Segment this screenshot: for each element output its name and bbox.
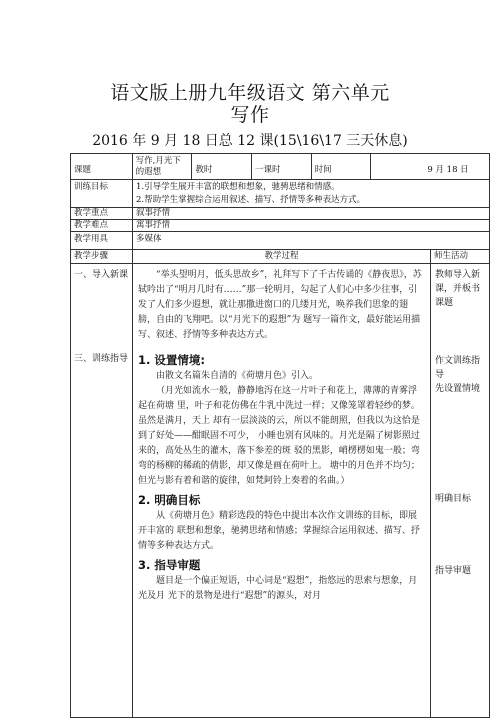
topic-value: 写作,月光下的遐想 xyxy=(133,154,193,179)
column-header-row xyxy=(71,250,489,264)
date-value: 9 月 18 日 xyxy=(427,165,469,175)
activity-goal: 明确目标 xyxy=(435,494,472,504)
header-row xyxy=(71,154,489,180)
difficulty-value: 寓事抒情 xyxy=(136,220,171,230)
process-column xyxy=(133,264,431,717)
activity-header: 师生活动 xyxy=(434,251,469,261)
activity-topic: 指导审题 xyxy=(435,566,472,576)
key-point-value: 叙事抒情 xyxy=(136,208,171,218)
date-line: 2016 年 9 月 18 日总 12 课(15\16\17 三天休息) xyxy=(92,133,408,149)
tools-row xyxy=(71,232,489,250)
date-label: 时间 xyxy=(312,154,372,179)
process-header: 教学过程 xyxy=(133,250,431,263)
activity-intro: 教师导入新课，并板书课题 xyxy=(435,270,481,308)
time-value: 一课时 xyxy=(252,154,312,179)
key-point-row xyxy=(71,208,489,220)
lesson-plan-table xyxy=(70,153,490,718)
intro-paragraph: “举头望明月，低头思故乡”，礼拜写下了千古传诵的《静夜思》，苏轼吟出了“明月几时有……”那一轮明月，勾起了人们心中多少往事，引发了人们多少遐想，就让那撒进窗口的几缕月光，唤养我们思象的翅膀，自由的飞翔吧。以“月光下的遐想”为 题写一篇作文，最好能运用描写、叙述、抒情等多种表达方式。 xyxy=(138,270,422,340)
goals-label: 训练目标 xyxy=(71,180,133,207)
document-title: 语文版上册九年级语文 第六单元 xyxy=(110,82,390,104)
steps-header: 教学步骤 xyxy=(71,250,133,263)
step-training: 三、训练指导 xyxy=(74,354,129,364)
goal-item-2: 2.帮助学生掌握综合运用叙述、描写、抒情等多种表达方式。 xyxy=(136,195,366,205)
section-heading-2: 2. 明确目标 xyxy=(138,493,201,507)
goals-list xyxy=(133,180,489,207)
activity-column xyxy=(431,264,489,717)
activity-training: 作文训练指导 xyxy=(435,356,481,380)
topic-paragraph: 题目是一个偏正短语，中心词是“遐想”，指悠远的思索与想象，月光及月 光下的景物是进行“遐想”的源头，对月 xyxy=(138,576,418,601)
goal-paragraph: 从《荷塘月色》精彩选段的特色中提出本次作文训练的目标，即展开丰富的 联想和想象，驰骋思绪和情感；掌握综合运用叙述、描写、抒情等多种表达方式。 xyxy=(138,511,420,551)
excerpt-paragraph: （月光如流水一般，静静地泻在这一片叶子和花上，薄薄的青雾浮起在荷塘 里，叶子和花仿佛在牛乳中洗过一样；又像笼罩着轻纱的梦。虽然是满月，天上 却有一层淡淡的云，所以不能朗照，但我以为这恰是到了好处——酣眠固不可少， 小睡也别有风味的。月光是隔了树影照过来的，高处丛生的灌木，落下参差的斑 驳的黑影，峭楞楞如鬼一般；弯弯的杨柳的稀疏的倩影，却又像是画在荷叶上。 塘中的月色并不均匀；但光与影有着和谐的旋律，如梵阿铃上奏着的名曲。） xyxy=(138,386,420,486)
situation-paragraph: 由散文名篇朱自清的《荷塘月色》引入。 xyxy=(156,371,319,381)
topic-label: 课题 xyxy=(71,154,133,179)
steps-column xyxy=(71,264,133,717)
time-label: 教时 xyxy=(192,154,252,179)
difficulty-row xyxy=(71,220,489,232)
document-subtitle: 写作 xyxy=(230,104,270,126)
step-intro: 一、导入新课 xyxy=(74,270,129,280)
tools-value: 多媒体 xyxy=(136,234,162,244)
tools-label: 教学用具 xyxy=(71,232,133,249)
section-heading-1: 1. 设置情境: xyxy=(138,353,205,367)
activity-situation: 先设置情境 xyxy=(435,384,481,394)
difficulty-label: 教学难点 xyxy=(71,220,133,231)
key-point-label: 教学重点 xyxy=(71,208,133,219)
section-heading-3: 3. 指导审题 xyxy=(138,558,201,572)
content-row xyxy=(71,264,489,717)
goal-item-1: 1.引导学生展开丰富的联想和想象，驰骋思绪和情感。 xyxy=(136,182,340,192)
goals-row xyxy=(71,180,489,208)
